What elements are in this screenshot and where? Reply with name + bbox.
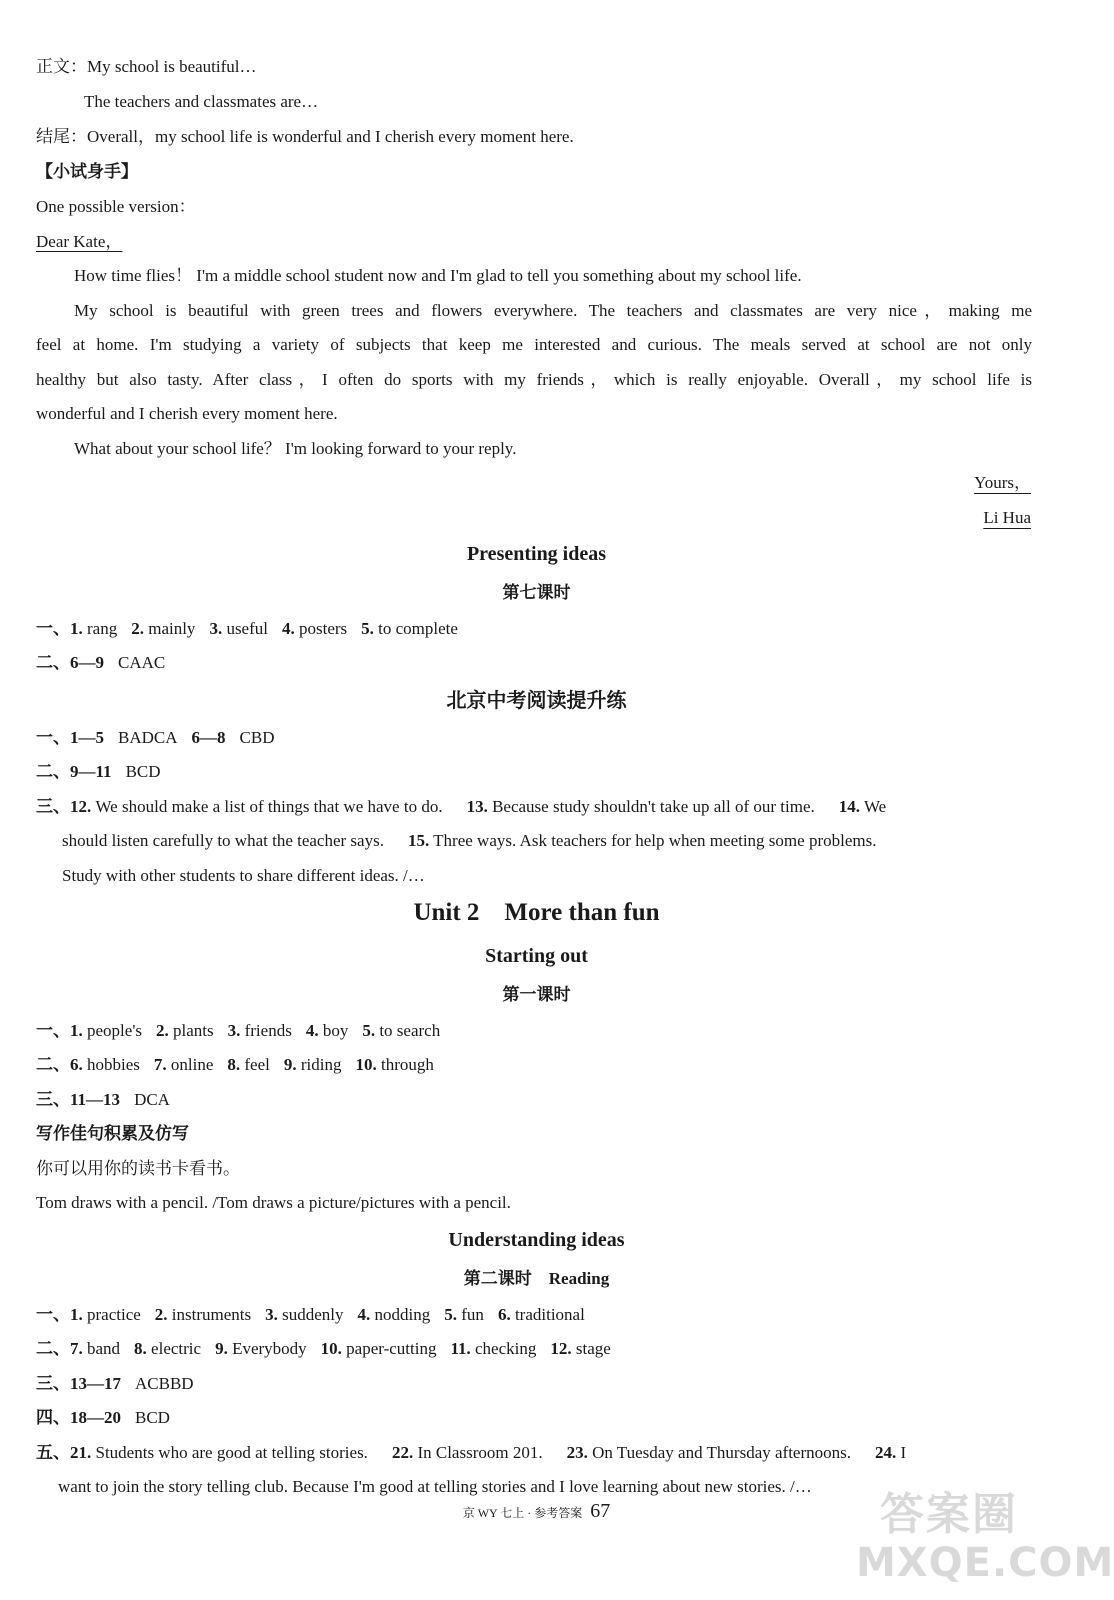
answer-text: suddenly — [282, 1305, 344, 1324]
answer-text: 9—11 — [70, 762, 112, 781]
letter-paragraph-2-line-1: My school is beautiful with green trees and flowers everywhere. The teachers and classmates are very nice，making me — [74, 301, 1032, 320]
writing-chinese-sentence: 你可以用你的读书卡看书。 — [36, 1159, 240, 1178]
answer-text: On Tuesday and Thursday afternoons. — [592, 1443, 851, 1462]
body-text: My school is beautiful… — [87, 57, 257, 76]
understanding-part-5-line-2: want to join the story telling club. Because I'm good at telling stories and I love learning about new stories. /… — [58, 1477, 812, 1496]
answer-text: 18—20 — [70, 1408, 121, 1427]
answer-text: posters — [298, 619, 348, 638]
answer-text: paper-cutting — [346, 1339, 437, 1358]
answer-text: 二、 — [36, 762, 70, 781]
answer-text: We — [863, 797, 887, 816]
presenting-part-2 — [36, 652, 165, 674]
answer-text: practice — [87, 1305, 141, 1324]
answer-text: 5. — [361, 619, 374, 638]
letter-paragraph-2-line-4: wonderful and I cherish every moment here. — [36, 404, 338, 423]
watermark — [850, 1478, 1114, 1590]
letter-paragraph-2-line-2: feel at home. I'm studying a variety of subjects that keep me interested and curious. The meals served at school are not only — [36, 335, 1032, 354]
answer-text: hobbies — [87, 1055, 140, 1074]
answer-text: 8. — [134, 1339, 147, 1358]
beijing-part-3-line-1 — [36, 796, 886, 818]
answer-text: 14. — [838, 797, 861, 816]
answer-text: band — [87, 1339, 121, 1358]
answer-text: 二、 — [36, 1055, 70, 1074]
answer-text: stage — [575, 1339, 611, 1358]
trial-heading: 【小试身手】 — [36, 162, 138, 181]
answer-text: 1. — [70, 1021, 83, 1040]
answer-text: 12. — [550, 1339, 572, 1358]
answer-text: 一、 — [36, 1305, 70, 1324]
watermark-top: 答案圈 — [880, 1489, 1018, 1540]
answer-text: CAAC — [118, 653, 166, 672]
answer-text: 1. — [70, 619, 83, 638]
answer-text: 13—17 — [70, 1374, 121, 1393]
outline-body-line — [36, 56, 257, 78]
answer-text: We should make a list of things that we have to do. — [95, 797, 443, 816]
answer-text: Three ways. Ask teachers for help when meeting some problems. — [433, 831, 877, 850]
answer-text: Everybody — [232, 1339, 307, 1358]
answer-text: nodding — [374, 1305, 431, 1324]
answer-text: 二、 — [36, 653, 70, 672]
answer-text: 9. — [215, 1339, 228, 1358]
answer-text: 7. — [70, 1339, 83, 1358]
understanding-part-4 — [36, 1407, 170, 1429]
answer-text: instruments — [171, 1305, 252, 1324]
unit-title: Unit 2 More than fun — [413, 899, 660, 926]
understanding-part-3 — [36, 1373, 194, 1395]
answer-text: In Classroom 201. — [417, 1443, 543, 1462]
answer-text: DCA — [134, 1090, 170, 1109]
understanding-part-1 — [36, 1304, 585, 1326]
answer-text: 12. — [70, 797, 92, 816]
section-title-starting-out: Starting out — [485, 945, 588, 967]
lesson-title-7: 第七课时 — [502, 583, 571, 602]
answer-text: Because study shouldn't take up all of our time. — [492, 797, 815, 816]
answer-text: 第二课时 — [463, 1269, 532, 1288]
answer-text: 1—5 — [70, 728, 104, 747]
answer-text: 24. — [875, 1443, 897, 1462]
answer-text: 三、 — [36, 1090, 70, 1109]
answer-text: 21. — [70, 1443, 92, 1462]
trial-version: One possible version： — [36, 197, 196, 216]
writing-english-sentence: Tom draws with a pencil. /Tom draws a picture/pictures with a pencil. — [36, 1193, 511, 1212]
body-label: 正文： — [36, 57, 87, 76]
answer-text: BCD — [125, 762, 161, 781]
answer-text: plants — [173, 1021, 214, 1040]
answer-text: 7. — [153, 1055, 167, 1074]
answer-text: CBD — [239, 728, 275, 747]
answer-text: riding — [300, 1055, 342, 1074]
answer-text: Students who are good at telling stories. — [95, 1443, 368, 1462]
section-title-understanding: Understanding ideas — [448, 1229, 625, 1251]
presenting-part-1 — [36, 618, 458, 640]
answer-text: useful — [226, 619, 268, 638]
answer-text: 一、 — [36, 1021, 70, 1040]
answer-text: 6. — [497, 1305, 511, 1324]
understanding-part-5-line-1 — [36, 1442, 906, 1464]
answer-text: through — [380, 1055, 434, 1074]
answer-text: 2. — [131, 619, 144, 638]
answer-text: 一、 — [36, 728, 70, 747]
outline-end-line — [36, 126, 574, 148]
answer-text: 4. — [305, 1021, 319, 1040]
end-label: 结尾： — [36, 127, 87, 146]
letter-salutation: Dear Kate， — [36, 232, 123, 251]
answer-text: to search — [379, 1021, 441, 1040]
answer-text: 11—13 — [70, 1090, 121, 1109]
beijing-part-2 — [36, 761, 161, 783]
end-text: Overall，my school life is wonderful and I cherish every moment here. — [87, 127, 574, 146]
answer-text: 15. — [407, 831, 430, 850]
answer-text: 13. — [466, 797, 488, 816]
answer-text: 4. — [281, 619, 295, 638]
writing-heading: 写作佳句积累及仿写 — [36, 1124, 189, 1143]
answer-text: 五、 — [36, 1443, 70, 1462]
letter-signature: Li Hua — [983, 508, 1031, 527]
answer-text: 5. — [444, 1305, 458, 1324]
lesson-title-1: 第一课时 — [502, 985, 571, 1004]
answer-text: 6. — [70, 1055, 83, 1074]
answer-text: 22. — [391, 1443, 414, 1462]
answer-text: 三、 — [36, 1374, 70, 1393]
answer-text: 10. — [320, 1339, 342, 1358]
beijing-part-3-line-3: Study with other students to share different ideas. /… — [62, 866, 425, 885]
answer-text: boy — [322, 1021, 349, 1040]
answer-text: 9. — [283, 1055, 297, 1074]
answer-text: 3. — [227, 1021, 241, 1040]
letter-paragraph-1: How time flies！ I'm a middle school student now and I'm glad to tell you something about my school life. — [74, 266, 802, 285]
answer-text: should listen carefully to what the teacher says. — [62, 831, 384, 850]
answer-text: people's — [87, 1021, 142, 1040]
answer-text: Reading — [548, 1269, 610, 1288]
letter-closing: Yours， — [974, 473, 1031, 492]
outline-body-line-2: The teachers and classmates are… — [84, 92, 319, 111]
footer-label: 京 WY 七上 · 参考答案 — [462, 1506, 583, 1520]
answer-text: 2. — [156, 1021, 169, 1040]
answer-text: 1. — [70, 1305, 83, 1324]
beijing-part-1 — [36, 727, 274, 749]
answer-text: 6—8 — [191, 728, 226, 747]
answer-text: mainly — [148, 619, 196, 638]
starting-part-3 — [36, 1089, 170, 1111]
part-label: 一、 — [36, 619, 70, 638]
answer-text: ACBBD — [135, 1374, 194, 1393]
answer-text: to complete — [378, 619, 458, 638]
starting-part-1 — [36, 1020, 440, 1042]
beijing-part-3-line-2 — [62, 830, 876, 852]
answer-text: I — [900, 1443, 907, 1462]
section-title-beijing: 北京中考阅读提升练 — [446, 690, 627, 712]
letter-paragraph-2-line-3: healthy but also tasty. After class，I often do sports with my friends，which is really enjoyable. Overall，my school life is — [36, 370, 1032, 389]
answer-text: friends — [244, 1021, 292, 1040]
answer-text: 23. — [566, 1443, 588, 1462]
answer-text: BCD — [135, 1408, 170, 1427]
answer-text: 3. — [209, 619, 223, 638]
answer-text: rang — [87, 619, 118, 638]
section-title-presenting: Presenting ideas — [466, 543, 607, 565]
answer-text: traditional — [514, 1305, 585, 1324]
watermark-bottom: MXQE.COM — [856, 1540, 1114, 1586]
answer-text: 2. — [154, 1305, 168, 1324]
answer-text: fun — [461, 1305, 484, 1324]
answer-text: 6—9 — [70, 653, 104, 672]
answer-text: 四、 — [36, 1408, 70, 1427]
page-number: 67 — [590, 1500, 611, 1522]
answer-text: electric — [151, 1339, 202, 1358]
answer-text: BADCA — [118, 728, 178, 747]
answer-text: feel — [244, 1055, 270, 1074]
lesson-title-2 — [0, 1268, 1073, 1290]
understanding-part-2 — [36, 1338, 611, 1360]
answer-text: 三、 — [36, 797, 70, 816]
answer-text: 10. — [355, 1055, 377, 1074]
answer-text: 二、 — [36, 1339, 70, 1358]
answer-text: 5. — [362, 1021, 376, 1040]
answer-text: 3. — [265, 1305, 278, 1324]
letter-paragraph-3: What about your school life？ I'm looking forward to your reply. — [74, 439, 517, 458]
answer-text: checking — [475, 1339, 537, 1358]
answer-text: online — [170, 1055, 214, 1074]
starting-part-2 — [36, 1054, 434, 1076]
answer-text: 4. — [357, 1305, 371, 1324]
answer-text: 8. — [227, 1055, 241, 1074]
answer-text: 11. — [450, 1339, 471, 1358]
